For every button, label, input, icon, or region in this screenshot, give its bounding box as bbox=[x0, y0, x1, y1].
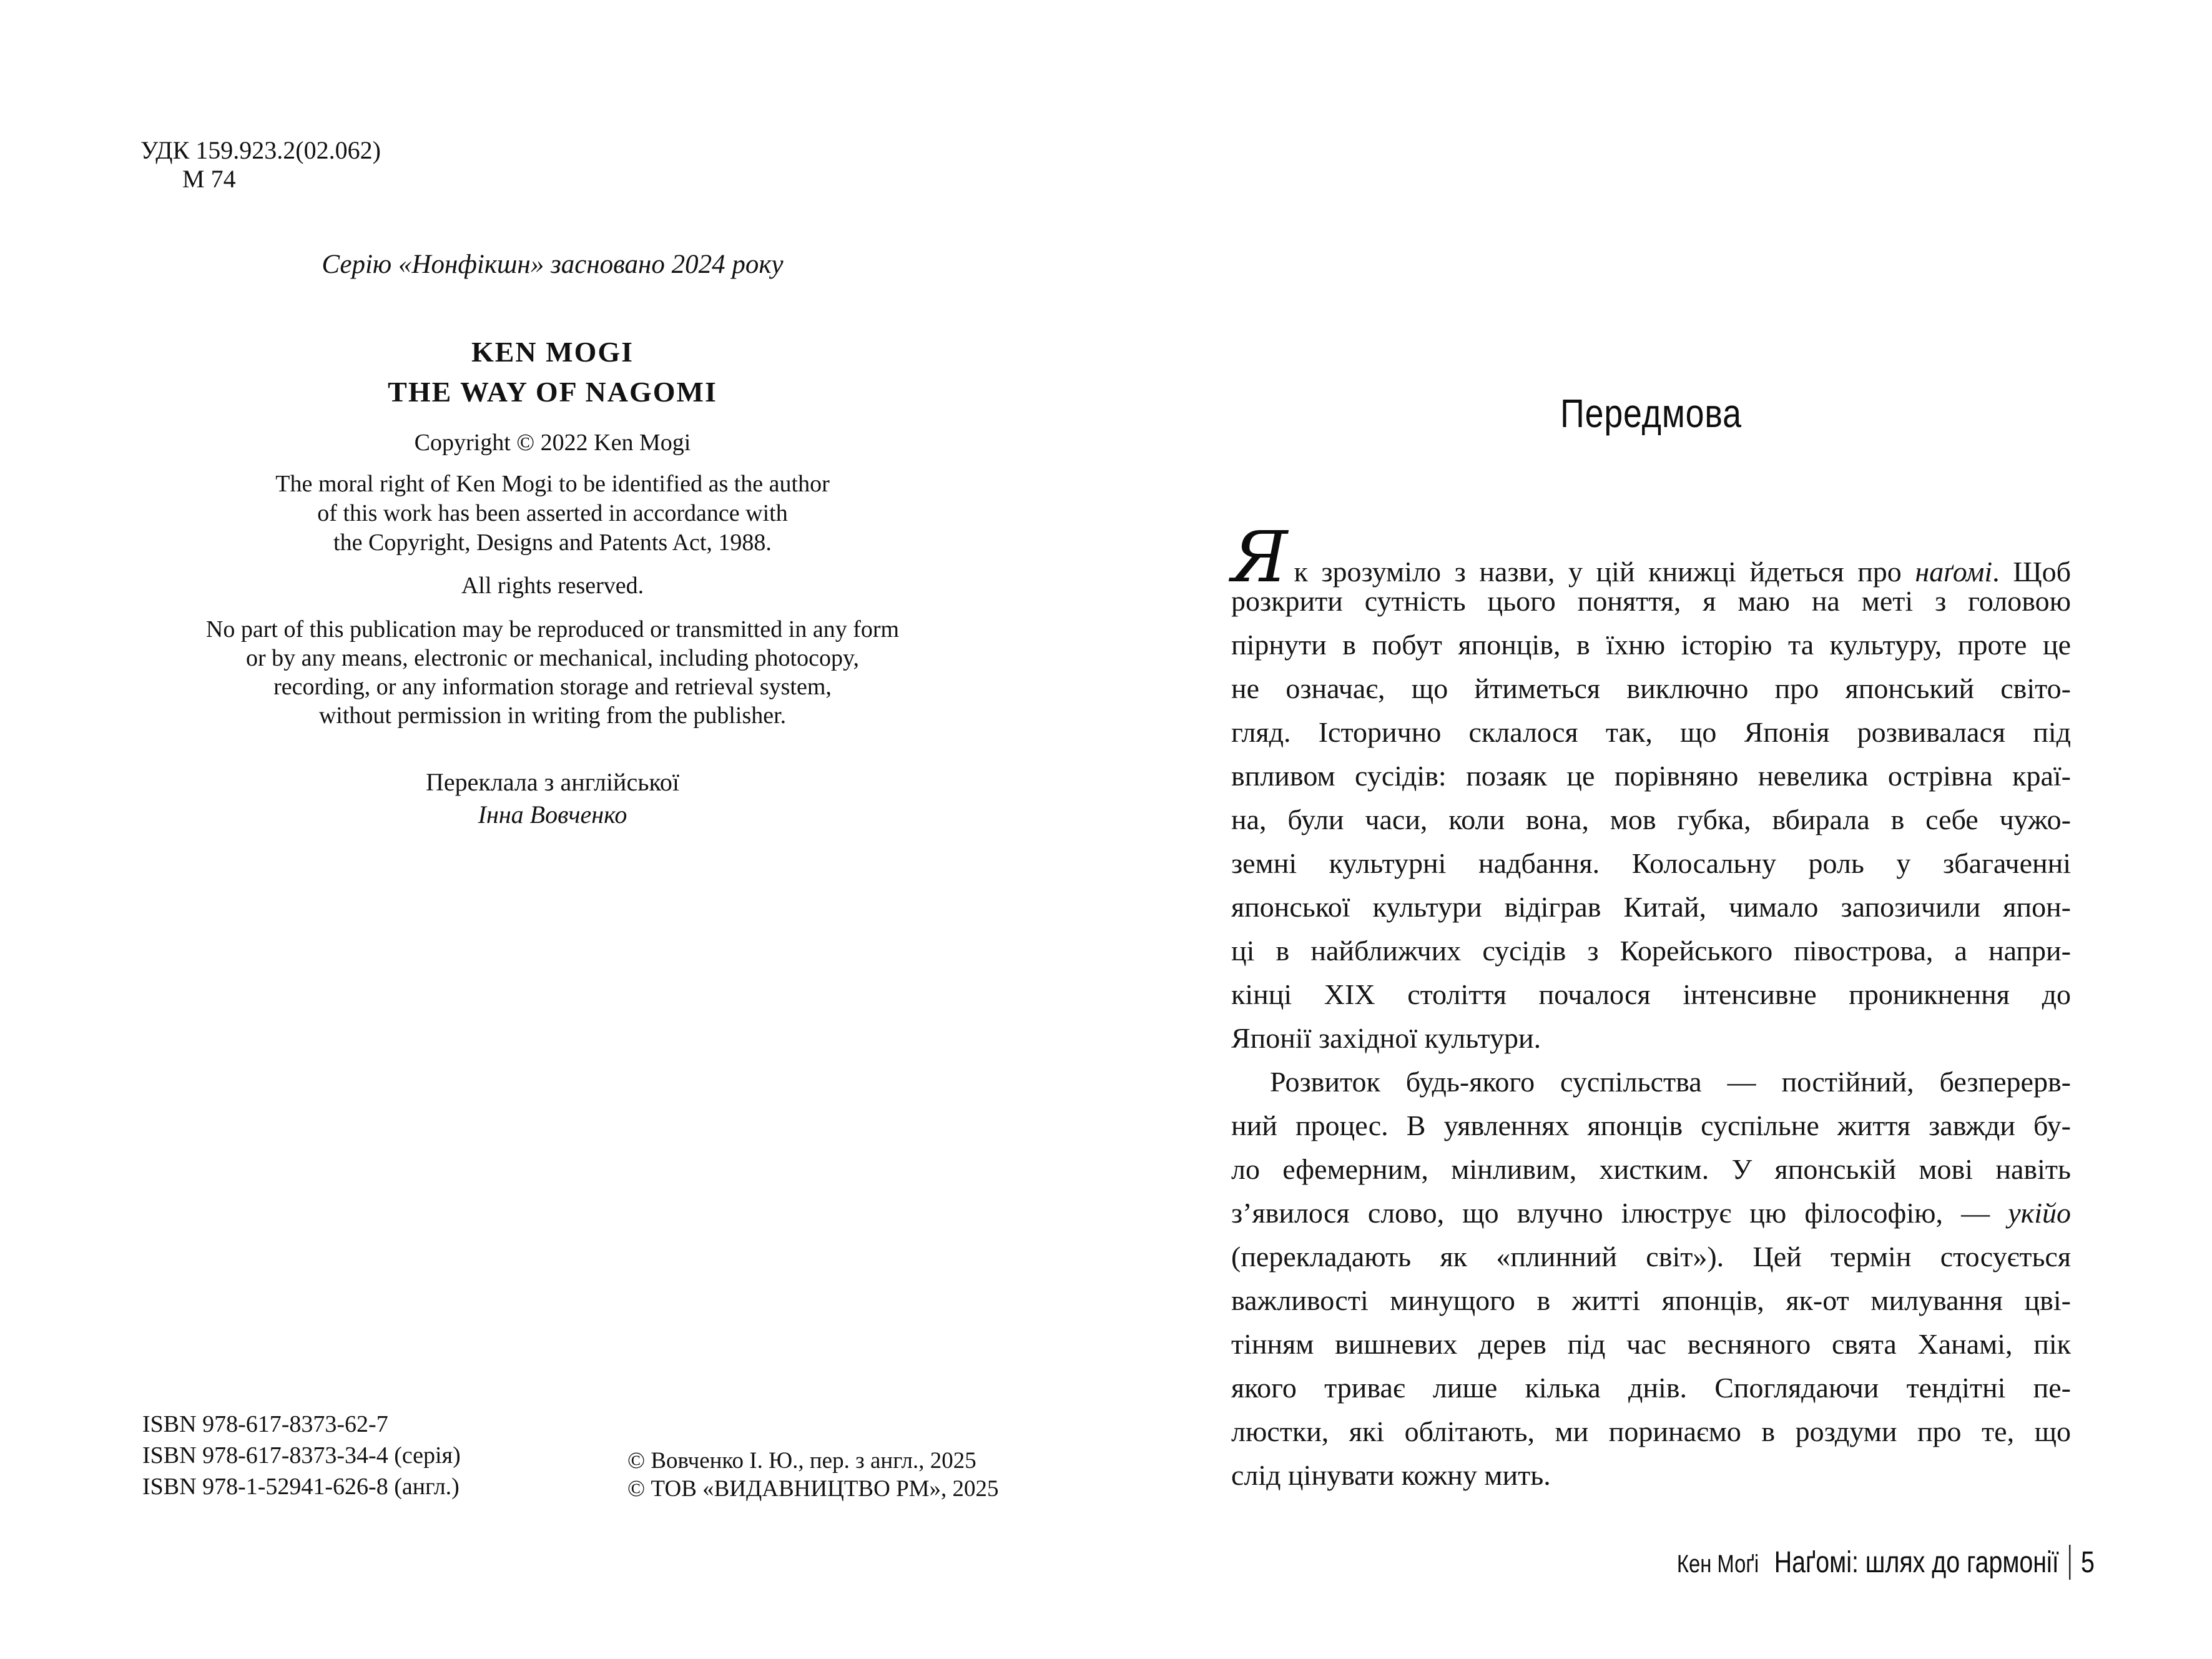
classifier-code: М 74 bbox=[182, 165, 236, 193]
body-line: (перекладають як «плинний світ»). Цей термін стосується bbox=[1231, 1241, 2071, 1273]
text-line: without permission in writing from the publisher. bbox=[318, 702, 787, 729]
all-rights-line: All rights reserved. bbox=[461, 573, 644, 599]
dropcap-letter: Я bbox=[1231, 517, 1288, 598]
body-line: Як зрозуміло з назви, у цій книжці йдеться про наґомі. Щоб bbox=[1231, 517, 2072, 598]
text-line: recording, or any information storage and retrieval system, bbox=[273, 674, 832, 700]
translated-from-label: Переклала з англійської bbox=[426, 768, 679, 796]
body-line: ний процес. В уявленнях японців суспільне життя завжди бу- bbox=[1231, 1110, 2071, 1141]
body-line: якого триває лише кілька днів. Споглядаючи тендітні пе- bbox=[1231, 1372, 2071, 1404]
footer-divider-bar bbox=[2069, 1545, 2070, 1580]
body-line: земні культурні надбання. Колосальну роль у збагаченні bbox=[1231, 847, 2071, 879]
original-title: THE WAY OF NAGOMI bbox=[388, 376, 717, 408]
text-line: ISBN 978-1-52941-626-8 (англ.) bbox=[142, 1474, 460, 1500]
body-line: Японії західної культури. bbox=[1231, 1022, 1541, 1054]
text-line: the Copyright, Designs and Patents Act, 1988. bbox=[333, 529, 772, 556]
footer-book-title: Наґомі: шлях до гармонії bbox=[1774, 1546, 2059, 1579]
body-line: не означає, що йтиметься виключно про японський світо- bbox=[1231, 672, 2071, 704]
body-line: люстки, які облітають, ми поринаємо в роздуми про те, що bbox=[1231, 1415, 2071, 1447]
text-line: No part of this publication may be reproduced or transmitted in any form bbox=[205, 616, 900, 642]
body-text bbox=[1231, 517, 2072, 1497]
text-line: © Вовченко І. Ю., пер. з англ., 2025 bbox=[627, 1448, 976, 1474]
body-line: кінці XIX століття почалося інтенсивне проникнення до bbox=[1231, 978, 2071, 1010]
body-line: з’явилося слово, що влучно ілюструє цю філософію, — укійо bbox=[1231, 1197, 2071, 1229]
text-line: or by any means, electronic or mechanical, including photocopy, bbox=[245, 645, 860, 671]
body-line: важливості минущого в житті японців, як-от милування цві- bbox=[1231, 1284, 2071, 1316]
series-note: Серію «Нонфікшн» засновано 2024 року bbox=[322, 250, 784, 279]
text-line: of this work has been asserted in accordance with bbox=[317, 500, 788, 526]
moral-right-notice bbox=[140, 470, 965, 558]
body-line: японської культури відіграв Китай, чимало запозичили япон- bbox=[1231, 891, 2071, 923]
body-line: гляд. Історично склалося так, що Японія розвивалася під bbox=[1231, 716, 2071, 748]
chapter-title: Передмова bbox=[1560, 391, 1742, 436]
body-line: на, були часи, коли вона, мов губка, вбирала в себе чужо- bbox=[1231, 804, 2071, 835]
body-line: розкрити сутність цього поняття, я маю на меті з головою bbox=[1231, 585, 2071, 617]
isbn-block bbox=[142, 1409, 461, 1502]
body-line: Розвиток будь-якого суспільства — постійний, безперерв- bbox=[1270, 1066, 2071, 1098]
page-number: 5 bbox=[2081, 1546, 2095, 1579]
body-line: тінням вишневих дерев під час весняного свята Ханамі, пік bbox=[1231, 1328, 2071, 1360]
reproduction-notice bbox=[140, 615, 965, 730]
preface-page bbox=[1106, 0, 2212, 1659]
credits-block bbox=[627, 1447, 999, 1503]
original-title-block bbox=[140, 332, 965, 412]
text-line: ISBN 978-617-8373-34-4 (серія) bbox=[142, 1442, 461, 1469]
body-line: впливом сусідів: позаяк це порівняно невелика острівна краї- bbox=[1231, 760, 2071, 792]
body-line: ці в найближчих сусідів з Корейського півострова, а напри- bbox=[1231, 935, 2071, 967]
copyright-line: Copyright © 2022 Ken Mogi bbox=[414, 430, 691, 456]
running-footer bbox=[1677, 1537, 2095, 1580]
udk-code: УДК 159.923.2(02.062) bbox=[140, 136, 381, 164]
text-line: © ТОВ «ВИДАВНИЦТВО РМ», 2025 bbox=[627, 1476, 999, 1502]
body-line: пірнути в побут японців, в їхню історію та культуру, проте це bbox=[1231, 629, 2071, 661]
body-line: ло ефемерним, мінливим, хистким. У японській мові навіть bbox=[1231, 1153, 2071, 1185]
body-line: слід цінувати кожну мить. bbox=[1231, 1459, 1551, 1491]
author-name: KEN MOGI bbox=[471, 336, 634, 368]
text-line: The moral right of Ken Mogi to be identified as the author bbox=[275, 471, 830, 497]
text-line: ISBN 978-617-8373-62-7 bbox=[142, 1411, 388, 1437]
footer-author: Кен Моґі bbox=[1676, 1550, 1759, 1578]
translator-name: Інна Вовченко bbox=[478, 800, 627, 829]
